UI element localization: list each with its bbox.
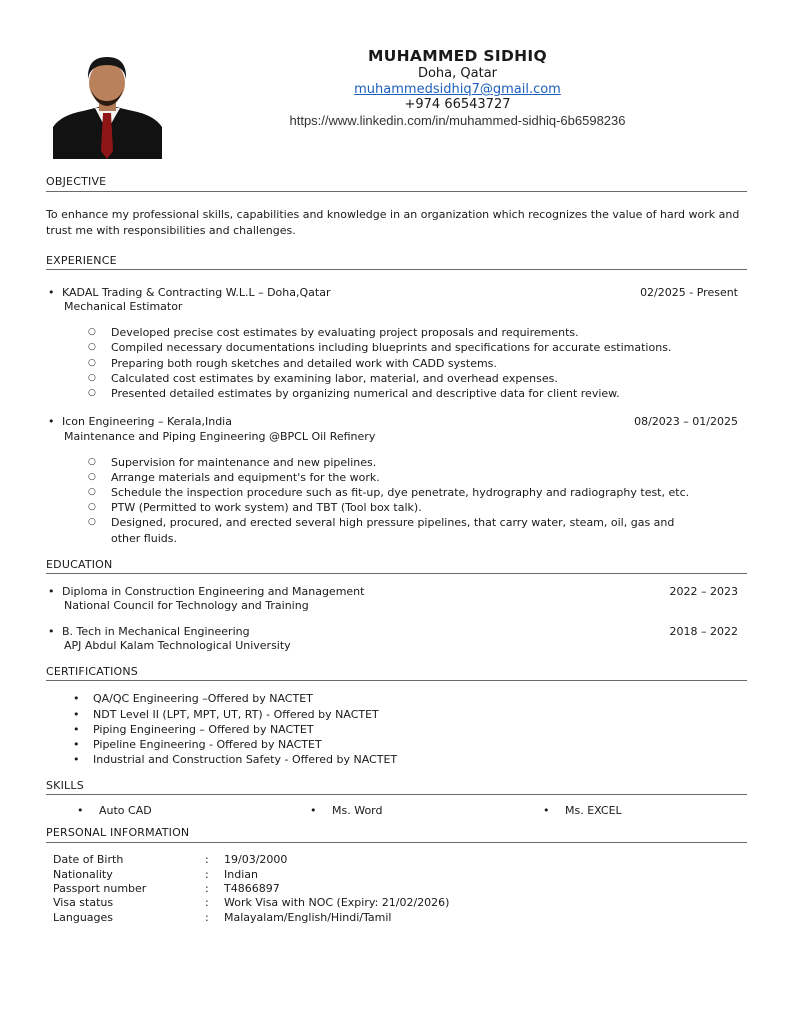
circle-bullet-icon: ○ <box>88 502 96 512</box>
job-duty: Designed, procured, and erected several high pressure pipelines, that carry water, steam, oil, gas and <box>111 516 675 529</box>
info-colon: : <box>205 896 209 909</box>
info-label: Visa status <box>53 896 114 909</box>
personal-info-divider <box>46 842 747 843</box>
skills-heading: SKILLS <box>46 779 84 792</box>
info-value: Malayalam/English/Hindi/Tamil <box>224 911 392 924</box>
info-colon: : <box>205 882 209 895</box>
certification-item: Piping Engineering – Offered by NACTET <box>93 723 314 736</box>
bullet-icon: • <box>73 692 80 705</box>
location: Doha, Qatar <box>417 66 498 81</box>
job-duty: Schedule the inspection procedure such as fit-up, dye penetrate, hydrography and radiography test, etc. <box>111 486 690 499</box>
personal-info-heading: PERSONAL INFORMATION <box>46 826 190 839</box>
job-role: Mechanical Estimator <box>64 300 183 313</box>
email-link[interactable]: muhammedsidhiq7@gmail.com <box>354 82 561 97</box>
bullet-icon: • <box>48 585 55 598</box>
phone-number: +974 66543727 <box>404 97 511 112</box>
circle-bullet-icon: ○ <box>88 457 96 467</box>
circle-bullet-icon: ○ <box>88 517 96 527</box>
objective-heading: OBJECTIVE <box>46 175 107 188</box>
job-role: Maintenance and Piping Engineering @BPCL Oil Refinery <box>64 430 376 443</box>
job-duty: Preparing both rough sketches and detailed work with CADD systems. <box>111 357 497 370</box>
info-value: Indian <box>224 868 258 881</box>
certification-item: Industrial and Construction Safety - Offered by NACTET <box>93 753 398 766</box>
objective-divider <box>46 191 747 192</box>
circle-bullet-icon: ○ <box>88 472 96 482</box>
education-years: 2022 – 2023 <box>669 585 738 598</box>
job-company: Icon Engineering – Kerala,India <box>62 415 232 428</box>
certifications-divider <box>46 680 747 681</box>
bullet-icon: • <box>73 738 80 751</box>
info-label: Languages <box>53 911 114 924</box>
experience-divider <box>46 269 747 270</box>
circle-bullet-icon: ○ <box>88 342 96 352</box>
profile-photo <box>53 51 162 159</box>
certification-item: NDT Level II (LPT, MPT, UT, RT) - Offered by NACTET <box>93 708 379 721</box>
info-value: T4866897 <box>224 882 280 895</box>
experience-heading: EXPERIENCE <box>46 254 117 267</box>
job-company: KADAL Trading & Contracting W.L.L – Doha,Qatar <box>62 286 331 299</box>
bullet-icon: • <box>77 804 84 817</box>
skill-item: Ms. Word <box>332 804 383 817</box>
education-degree: B. Tech in Mechanical Engineering <box>62 625 250 638</box>
info-colon: : <box>205 911 209 924</box>
education-degree: Diploma in Construction Engineering and Management <box>62 585 365 598</box>
bullet-icon: • <box>48 415 55 428</box>
info-colon: : <box>205 853 209 866</box>
bullet-icon: • <box>48 286 55 299</box>
candidate-name: MUHAMMED SIDHIQ <box>368 47 547 65</box>
bullet-icon: • <box>310 804 317 817</box>
certification-item: Pipeline Engineering - Offered by NACTET <box>93 738 322 751</box>
certification-item: QA/QC Engineering –Offered by NACTET <box>93 692 313 705</box>
job-dates: 02/2025 - Present <box>640 286 738 299</box>
job-duty: Presented detailed estimates by organizing numerical and descriptive data for client review. <box>111 387 620 400</box>
job-dates: 08/2023 – 01/2025 <box>634 415 738 428</box>
bullet-icon: • <box>73 708 80 721</box>
education-divider <box>46 573 747 574</box>
bullet-icon: • <box>73 753 80 766</box>
education-years: 2018 – 2022 <box>669 625 738 638</box>
circle-bullet-icon: ○ <box>88 373 96 383</box>
circle-bullet-icon: ○ <box>88 358 96 368</box>
info-label: Date of Birth <box>53 853 124 866</box>
job-duty: Compiled necessary documentations including blueprints and specifications for accurate estimations. <box>111 341 672 354</box>
circle-bullet-icon: ○ <box>88 388 96 398</box>
info-colon: : <box>205 868 209 881</box>
info-label: Nationality <box>53 868 113 881</box>
bullet-icon: • <box>73 723 80 736</box>
education-institution: APJ Abdul Kalam Technological University <box>64 639 291 652</box>
bullet-icon: • <box>48 625 55 638</box>
education-heading: EDUCATION <box>46 558 113 571</box>
job-duty: Calculated cost estimates by examining labor, material, and overhead expenses. <box>111 372 558 385</box>
certifications-heading: CERTIFICATIONS <box>46 665 138 678</box>
job-duty: Arrange materials and equipment's for the work. <box>111 471 380 484</box>
education-institution: National Council for Technology and Training <box>64 599 309 612</box>
objective-text: To enhance my professional skills, capabilities and knowledge in an organization which recognizes the value of hard work and trust me with responsibilities and challenges. <box>46 208 740 237</box>
info-value: Work Visa with NOC (Expiry: 21/02/2026) <box>224 896 450 909</box>
job-duty-continued: other fluids. <box>111 532 177 545</box>
info-label: Passport number <box>53 882 147 895</box>
linkedin-url[interactable]: https://www.linkedin.com/in/muhammed-sidhiq-6b6598236 <box>289 113 626 128</box>
job-duty: Developed precise cost estimates by evaluating project proposals and requirements. <box>111 326 579 339</box>
job-duty: PTW (Permitted to work system) and TBT (Tool box talk). <box>111 501 422 514</box>
skill-item: Auto CAD <box>99 804 152 817</box>
skills-divider <box>46 794 747 795</box>
job-duty: Supervision for maintenance and new pipelines. <box>111 456 377 469</box>
info-value: 19/03/2000 <box>224 853 288 866</box>
circle-bullet-icon: ○ <box>88 487 96 497</box>
skill-item: Ms. EXCEL <box>565 804 622 817</box>
bullet-icon: • <box>543 804 550 817</box>
circle-bullet-icon: ○ <box>88 327 96 337</box>
